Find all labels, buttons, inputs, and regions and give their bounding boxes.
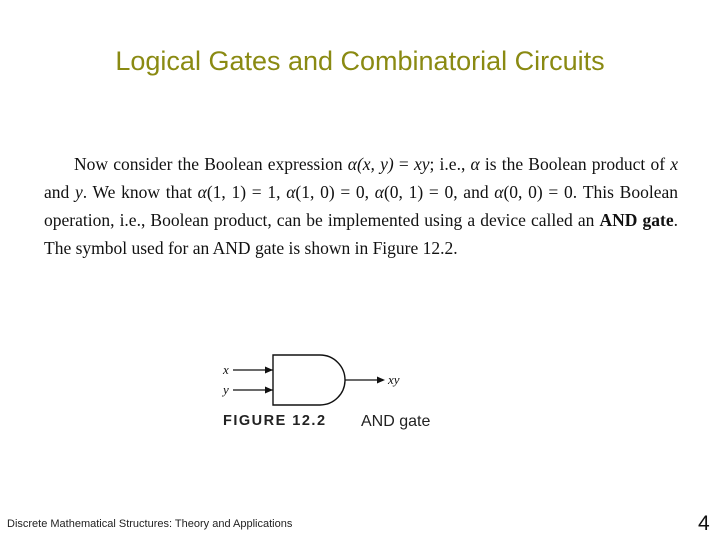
math-alpha: α [470,154,480,174]
math-xy: xy [413,154,430,174]
math-alpha: α [197,182,207,202]
paragraph-text [44,150,678,262]
figure-name: AND gate [361,413,431,430]
footer-book-title: Discrete Mathematical Structures: Theory and Applications [7,518,293,530]
math-alpha-xy: α(x, y) [347,154,394,174]
and-gate-diagram [215,335,475,410]
text-run: ; i.e., [429,154,471,174]
text-run: and [44,182,75,202]
text-run: (1, 1) = 1, [206,182,287,202]
text-run: . We know that [82,182,198,202]
output-arrow [377,377,385,384]
term-and-gate: AND gate [599,210,674,230]
text-run: (0, 0) = 0. This Boolean operation, i.e., Boolean product, can be implemented using a device called an [44,182,678,230]
text-run: = [393,154,414,174]
math-alpha: α [286,182,296,202]
input-x-label: x [223,362,229,377]
slide-title: Logical Gates and Combinatorial Circuits [115,46,605,76]
math-alpha: α [494,182,504,202]
text-run: (0, 1) = 0, and [383,182,495,202]
and-gate-figure [215,335,475,445]
input-y-label: y [223,382,229,397]
math-y: y [74,182,83,202]
figure-caption: FIGURE 12.2 [223,413,327,429]
output-label: xy [388,372,400,387]
math-alpha: α [374,182,384,202]
and-gate-shape [273,355,345,405]
input-y-arrow [265,387,273,394]
text-run: Now consider the Boolean expression [74,154,348,174]
math-x: x [670,154,678,174]
text-run: is the Boolean product of [479,154,671,174]
input-x-arrow [265,367,273,374]
text-run: . The symbol used for an AND gate is shown in Figure 12.2. [44,210,678,258]
body-paragraph [44,150,678,262]
text-run: (1, 0) = 0, [295,182,375,202]
page-number: 4 [698,512,710,535]
